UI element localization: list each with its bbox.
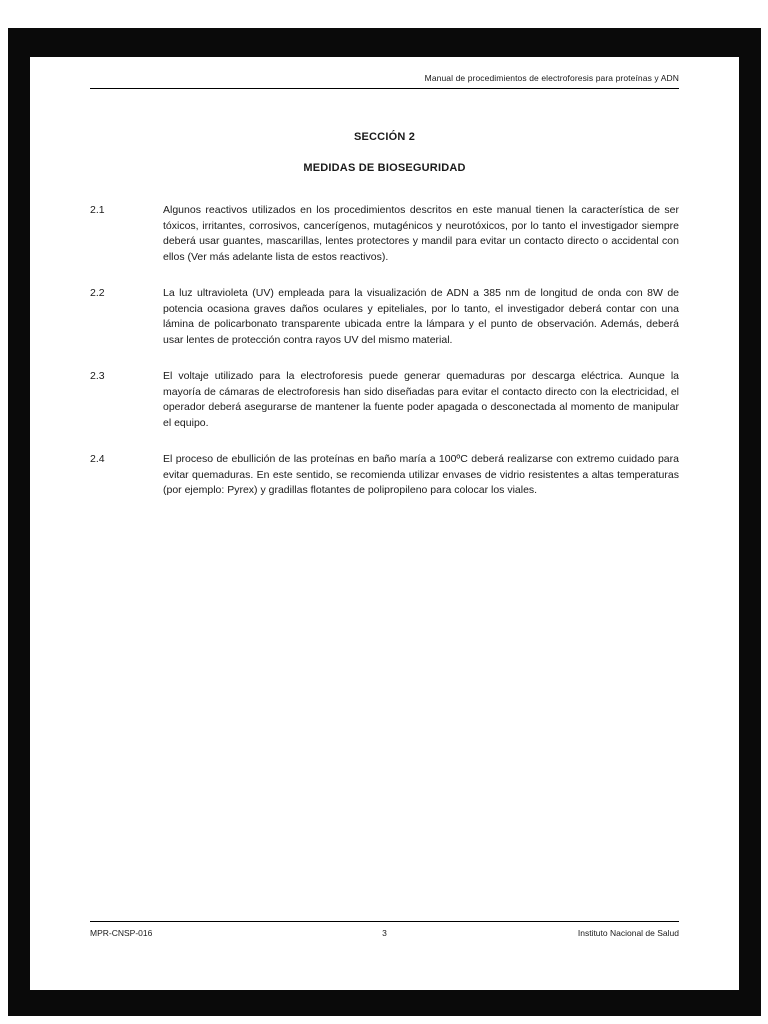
page-background-frame <box>8 28 761 1016</box>
item-number: 2.1 <box>90 204 105 216</box>
item-number: 2.2 <box>90 287 105 299</box>
page-footer <box>90 921 679 938</box>
section-title: SECCIÓN 2 <box>353 131 416 143</box>
item-text: Algunos reactivos utilizados en los procedimientos descritos en este manual tienen la característica de ser tóxicos, irritantes, corrosivos, cancerígenos, mutagénicos y neurotóxicos, por lo tanto el investigador siempre deberá usar guantes, mascarillas, lentes protectores y mandil para evitar un contacto directo o accidental con ellos (Ver más adelante lista de estos reactivos). <box>163 204 679 263</box>
list-item <box>90 452 679 499</box>
item-text: El proceso de ebullición de las proteínas en baño maría a 100ºC deberá realizarse con extremo cuidado para evitar quemaduras. En este sentido, se recomienda utilizar envases de vidrio resistentes a altas temperaturas (por ejemplo: Pyrex) y gradillas flotantes de polipropileno para colocar los viales. <box>163 453 679 496</box>
item-text: El voltaje utilizado para la electroforesis puede generar quemaduras por descarga eléctrica. Aunque la mayoría de cámaras de electroforesis han sido diseñadas para evitar el contacto directo con la electricidad, el operador deberá asegurarse de mantener la fuente poder apagada o desconectada al momento de manipular el equipo. <box>163 370 679 429</box>
section-subtitle: MEDIDAS DE BIOSEGURIDAD <box>303 162 466 174</box>
running-header: Manual de procedimientos de electroforesis para proteínas y ADN <box>424 73 679 83</box>
document-code: MPR-CNSP-016 <box>90 928 153 938</box>
list-item <box>90 286 679 348</box>
section-items <box>90 203 679 499</box>
document-page <box>30 57 739 990</box>
header-rule <box>90 88 679 89</box>
list-item <box>90 203 679 265</box>
page-number: 3 <box>382 928 387 938</box>
item-number: 2.4 <box>90 453 105 465</box>
item-number: 2.3 <box>90 370 105 382</box>
page-content <box>30 57 739 990</box>
item-text: La luz ultravioleta (UV) empleada para la visualización de ADN a 385 nm de longitud de onda con 8W de potencia ocasiona graves daños oculares y epiteliales, por lo tanto, el investigador deberá contar con una lámina de policarbonato transparente ubicada entre la lámpara y el punto de observación. Además, deberá usar lentes de protección contra rayos UV del mismo material. <box>163 287 679 346</box>
list-item <box>90 369 679 431</box>
institution-name: Instituto Nacional de Salud <box>577 928 679 938</box>
